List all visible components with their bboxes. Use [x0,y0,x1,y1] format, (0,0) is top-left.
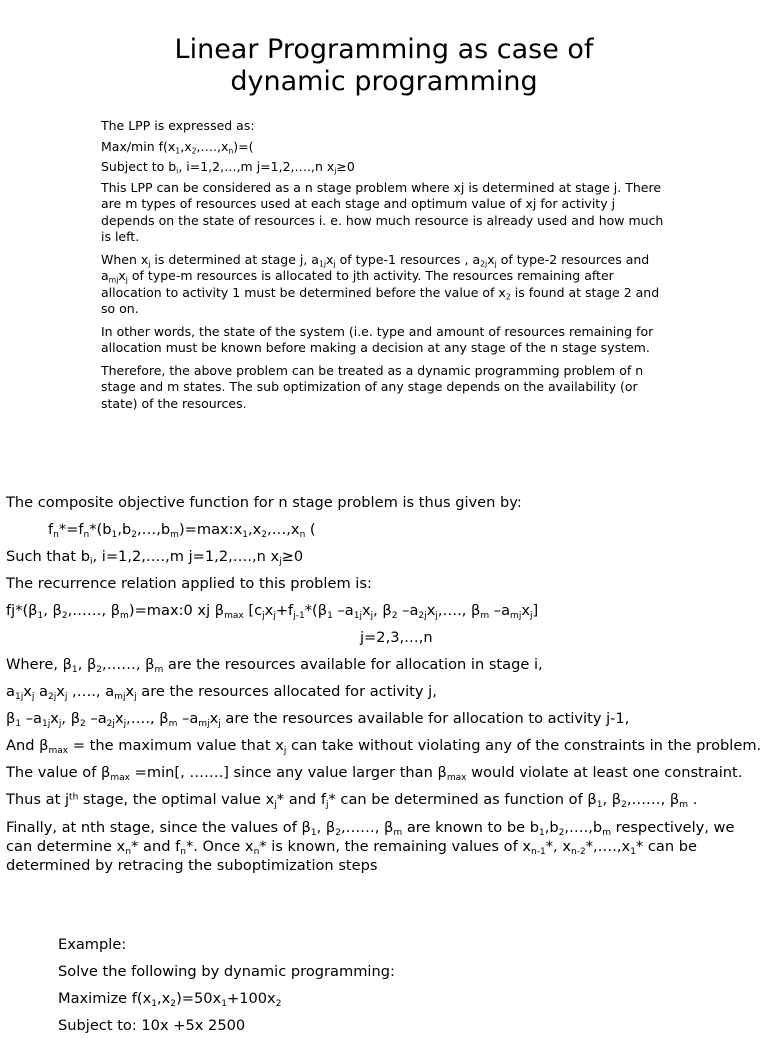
example-label: Example: [58,936,127,953]
consider-paragraph: This LPP can be considered as a n stage problem where xj is determined at stage j. There are m types of resources used at each stage and optimum value of xj for activity j depends on the state of resources i. e. how much resource is already used and how much is left. [101,179,664,244]
composite-formula: $f_n*=f_n*(b_1,b_2,\dots,b_m)=\max:x_1,x_2,\dots,x_n$ ( [48,521,316,541]
finally-paragraph: Finally, at nth stage, since the values of $\beta_1$, $\beta_2,\dots\dots$, $\beta_m$ are known to be $b_1,b_2,\dots.,b_m$ respectively, we can determine $x_n*$ and $f_n*$. Once $x_n*$ is known, the remaining values of $x_{n-1}*$, $x_{n-2}*,\dots.,x_1*$ can be determined by retracing the suboptimization steps [6,819,735,874]
range-line: j=2,3,…,n [360,629,433,646]
therefore-paragraph: Therefore, the above problem can be treated as a dynamic programming problem of n stage and m states. The sub optimization of any stage depends on the availability (or state) of the resources. [101,362,644,411]
jth-stage-line: Thus at $j^{th}$ stage, the optimal value $x_j*$ and $f_j*$ can be determined as function of $\beta_1$, $\beta_2,\dots\dots$, $\beta_m$ . [6,791,698,811]
recurrence-formula: $fj*(\beta_1$, $\beta_2,\dots\dots$, $\beta_m)=\max:0$ xj $\beta_{max}$ [$c_jx_j+f_{j-1}*(\beta_1$ $-a_{1j}x_j$, $\beta_2$ $-a_{2j}x_j,\dots$., $\beta_m$ $-a_{mj}x_j$] [6,602,539,622]
page-title [0,34,768,98]
recurrence-heading: The recurrence relation applied to this problem is: [6,575,372,592]
maximize-line: Maximize $f(x_1,x_2)=50x_1+100x_2$ [58,990,282,1010]
example-section [58,931,748,1034]
constraint-line: Subject to $b_i$, i=1,2,…,m j=1,2,….,n $x_j\ge 0$ [101,159,355,176]
where-line: Where, $\beta_1$, $\beta_2,\dots\dots$, $\beta_m$ are the resources available for allocation in stage i, [6,656,543,676]
beta-max-line: And $\beta_{max}$ = the maximum value that $x_j$ can take without violating any of the constraints in the problem. [6,737,762,757]
composite-heading: The composite objective function for n stage problem is thus given by: [6,494,522,511]
recurrence-section [6,489,762,874]
available-line: $\beta_1$ $-a_{1j}x_j$, $\beta_2$ $-a_{2j}x_j,\dots$., $\beta_m$ $-a_{mj}x_j$ are the resources available for allocation to activity j-1, [6,710,630,730]
solve-line: Solve the following by dynamic programming: [58,963,395,980]
objective-line: Max/min $f(x_1,x_2,\dots.,x_n)=$( [101,138,254,156]
title-line-2: dynamic programming [230,66,538,97]
lpp-intro: The LPP is expressed as: [101,118,255,133]
allocated-line: $a_{1j}x_j$ $a_{2j}x_j$ ,…., $a_{mj}x_j$ are the resources allocated for activity j, [6,683,437,703]
value-of-beta-line: The value of $\beta_{max} =\min$[, …….] since any value larger than $\beta_{max}$ would violate at least one constraint. [6,764,743,784]
such-that-line: Such that $b_i$, i=1,2,….,m j=1,2,….,n $x_j\ge 0$ [6,548,304,568]
subject-to-line: Subject to: 10x +5x 2500 [58,1017,246,1034]
when-paragraph: When $x_j$ is determined at stage j, $a_{1j}x_j$ of type-1 resources , $a_{2j}x_j$ of type-2 resources and $a_{mj}x_j$ of type-m resources is allocated to jth activity. The resources remaining after allocation to activity 1 must be determined before the value of $x_2$ is found at stage 2 and so on. [101,251,660,316]
title-line-1: Linear Programming as case of [174,34,594,65]
other-words-paragraph: In other words, the state of the system (i.e. type and amount of resources remaining for allocation must be known before making a decision at any stage of the n stage system. [101,323,654,355]
lpp-description [101,118,666,418]
